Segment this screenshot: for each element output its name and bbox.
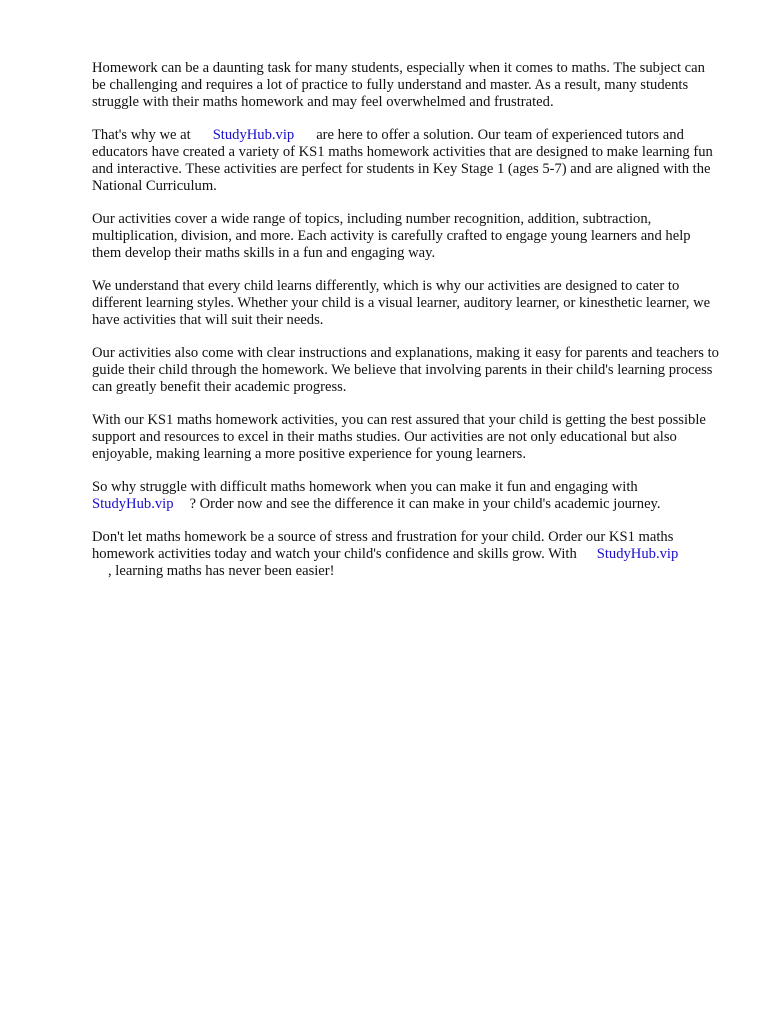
paragraph-cta-lead: So why struggle with difficult maths homework when you can make it fun and engaging with xyxy=(92,479,638,495)
paragraph-instructions: Our activities also come with clear instructions and explanations, making it easy for parents and teachers to guide their child through the homework. We believe that involving parents in their child's learning process can greatly benefit their academic progress. xyxy=(92,345,719,395)
paragraph-closing xyxy=(92,529,722,580)
studyhub-link[interactable]: StudyHub.vip xyxy=(212,127,295,143)
paragraph-support: With our KS1 maths homework activities, you can rest assured that your child is getting the best possible support and resources to excel in their maths studies. Our activities are not only educational but also enjoyable, making learning a more positive experience for young learners. xyxy=(92,412,706,462)
paragraph-learning-styles: We understand that every child learns differently, which is why our activities are designed to cater to different learning styles. Whether your child is a visual learner, auditory learner, or kinesthetic learner, we have activities that will suit their needs. xyxy=(92,278,711,328)
studyhub-link[interactable]: StudyHub.vip xyxy=(596,546,679,562)
paragraph-closing-rest: , learning maths has never been easier! xyxy=(108,563,335,579)
document-page xyxy=(92,60,722,596)
paragraph-cta-rest: ? Order now and see the difference it can make in your child's academic journey. xyxy=(189,496,661,512)
paragraph-call-to-action xyxy=(92,479,722,513)
paragraph-solution-lead: That's why we at xyxy=(92,127,191,143)
studyhub-link[interactable]: StudyHub.vip xyxy=(92,496,174,512)
paragraph-solution xyxy=(92,127,722,195)
paragraph-topics: Our activities cover a wide range of topics, including number recognition, addition, subtraction, multiplication, division, and more. Each activity is carefully crafted to engage young learners and help them develop their maths skills in a fun and engaging way. xyxy=(92,211,691,261)
paragraph-solution-rest: are here to offer a solution. Our team of experienced tutors and educators have created a variety of KS1 maths homework activities that are designed to make learning fun and interactive. These activities are perfect for students in Key Stage 1 (ages 5-7) and are aligned with the National Curriculum. xyxy=(92,127,713,194)
paragraph-intro: Homework can be a daunting task for many students, especially when it comes to maths. The subject can be challenging and requires a lot of practice to fully understand and master. As a result, many students struggle with their maths homework and may feel overwhelmed and frustrated. xyxy=(92,60,705,110)
paragraph-closing-lead: Don't let maths homework be a source of stress and frustration for your child. Order our KS1 maths homework activities today and watch your child's confidence and skills grow. With xyxy=(92,529,674,562)
